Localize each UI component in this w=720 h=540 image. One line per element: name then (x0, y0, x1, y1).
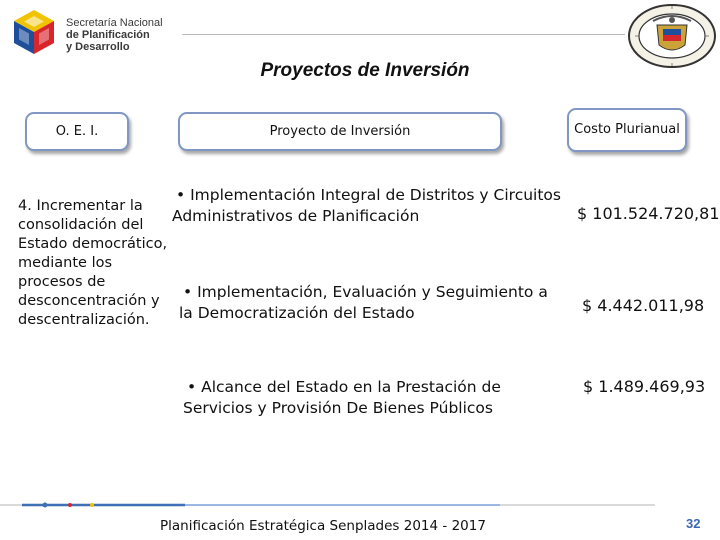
slide-title: Proyectos de Inversión (260, 60, 470, 81)
strategic-objective-text: 4. Incrementar la consolidación del Estado democrático, mediante los procesos de desconcentración y descentralización. (18, 198, 168, 328)
logo-line-1: Secretaría Nacional (66, 17, 163, 29)
project-name: Alcance del Estado en la Prestación de Servicios y Provisión De Bienes Públicos (183, 378, 501, 417)
logo-line-2: de Planificación (66, 29, 150, 41)
senplades-cube-logo-icon (10, 8, 58, 56)
header-box-cost: Costo Plurianual (567, 108, 687, 152)
project-name: Implementación Integral de Distritos y Circuitos Administrativos de Planificación (172, 186, 561, 225)
logo-text (66, 17, 163, 53)
project-cost: $ 101.524.720,81 (577, 204, 720, 223)
project-cost: $ 4.442.011,98 (582, 296, 705, 315)
project-item (179, 282, 559, 324)
page-number: 32 (686, 516, 701, 531)
ecuador-school-seal-icon (627, 3, 717, 69)
project-cost: $ 1.489.469,93 (583, 377, 706, 396)
bullet-icon: • (176, 186, 186, 204)
header-box-project: Proyecto de Inversión (178, 112, 502, 151)
footer-divider (0, 497, 655, 513)
project-name: Implementación, Evaluación y Seguimiento a la Democratización del Estado (179, 283, 548, 322)
header-divider (182, 34, 625, 35)
footer-text: Planificación Estratégica Senplades 2014 - 2017 (160, 518, 486, 534)
bullet-icon: • (187, 378, 197, 396)
senplades-logo (10, 8, 170, 58)
project-item (172, 185, 562, 227)
bullet-icon: • (183, 283, 193, 301)
logo-line-3: y Desarrollo (66, 41, 130, 53)
project-item (183, 377, 563, 419)
header-box-oei: O. E. I. (25, 112, 129, 151)
